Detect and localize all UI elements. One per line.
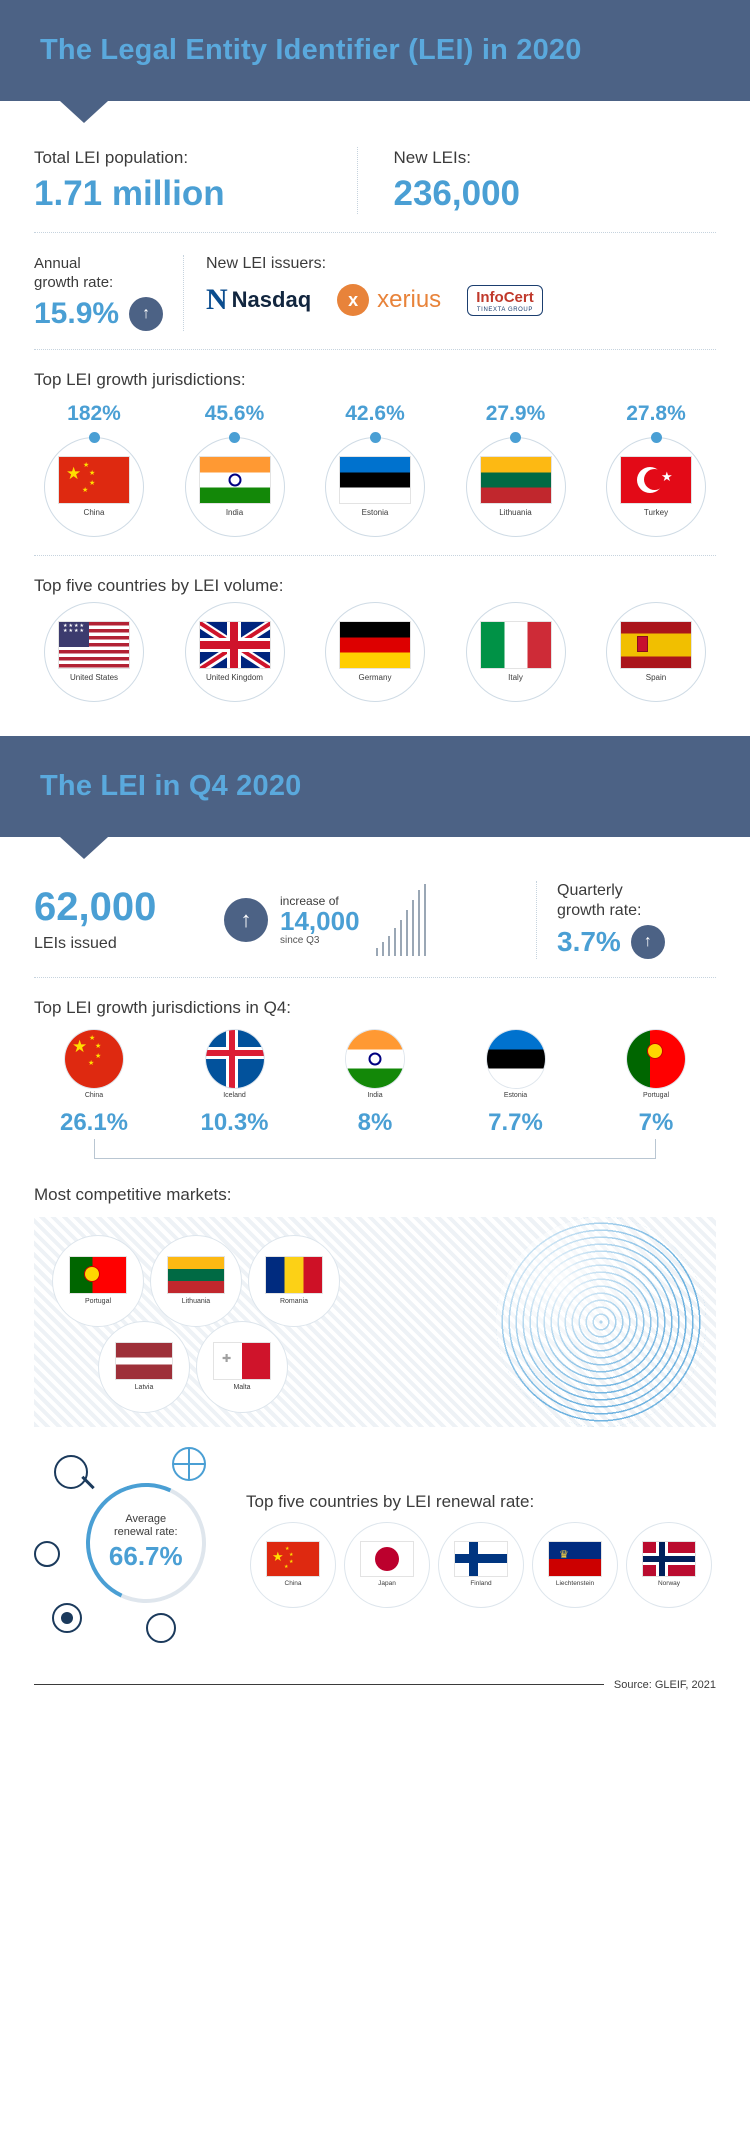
- renewal-countries: [246, 1492, 716, 1608]
- renewal-label-2: renewal rate:: [114, 1526, 178, 1539]
- q4-growth-pct: 7%: [638, 1108, 674, 1136]
- flag-italy: [481, 622, 551, 668]
- flag-liechtenstein: ♛: [549, 1542, 601, 1576]
- flag-estonia: [487, 1030, 545, 1088]
- page-title-q4: The LEI in Q4 2020: [40, 769, 302, 802]
- page-title: The Legal Entity Identifier (LEI) in 2020: [40, 34, 582, 66]
- country-label: Germany: [358, 672, 392, 682]
- country-label: China: [84, 1091, 104, 1099]
- market-item-latvia: [98, 1321, 190, 1413]
- renewal-title: Top five countries by LEI renewal rate:: [246, 1491, 535, 1511]
- flag-latvia: [116, 1343, 172, 1379]
- arrow-up-icon-large: ↑: [224, 898, 268, 942]
- volume-item-united-kingdom: [175, 608, 295, 702]
- markets-panel: [34, 1217, 716, 1427]
- growth-item-china: [34, 402, 154, 537]
- xerius-logo: [337, 284, 441, 316]
- market-item-romania: [248, 1235, 340, 1327]
- country-label: Iceland: [223, 1091, 246, 1099]
- flag-china: ★ ★ ★ ★ ★: [59, 457, 129, 503]
- q4-growth-pct: 26.1%: [59, 1108, 129, 1136]
- flag-india: [346, 1030, 404, 1088]
- growth-jurisdictions-row: [34, 402, 716, 537]
- arrow-up-icon-q4: ↑: [631, 925, 665, 959]
- volume-item-germany: [315, 608, 435, 702]
- renewal-value: 66.7%: [109, 1541, 183, 1572]
- market-item-lithuania: [150, 1235, 242, 1327]
- country-label: Lithuania: [181, 1297, 211, 1305]
- flag-romania: [266, 1257, 322, 1293]
- source-text: Source: GLEIF, 2021: [613, 1678, 716, 1691]
- country-label: United Kingdom: [206, 672, 263, 682]
- q4-growth-item-china: [34, 1030, 154, 1137]
- flag-norway: [643, 1542, 695, 1576]
- growth-label-line2: growth rate:: [34, 274, 114, 291]
- markets-flags: [52, 1235, 382, 1413]
- market-item-malta: [196, 1321, 288, 1413]
- country-label: Lithuania: [499, 507, 532, 517]
- flag-malta: ✚: [214, 1343, 270, 1379]
- q4-growth-pct: 8%: [357, 1108, 393, 1136]
- infocert-logo: [467, 285, 543, 316]
- flag-portugal: [627, 1030, 685, 1088]
- renewal-item-china: [246, 1522, 340, 1608]
- top-stats: [34, 147, 716, 214]
- flag-united-states: ★★★★ ★★★★: [59, 622, 129, 668]
- q4-growth-pct: 7.7%: [488, 1108, 543, 1136]
- stat-new-leis: [357, 147, 717, 214]
- q4-issued-value: 62,000: [34, 884, 157, 929]
- growth-item-turkey: [596, 402, 716, 537]
- circle-node-icon: [34, 1541, 60, 1567]
- nasdaq-logo: [206, 283, 311, 317]
- top-volume-title: Top five countries by LEI volume:: [34, 575, 284, 595]
- q4-quarterly-label-1: Quarterly: [557, 881, 623, 899]
- total-lei-label: Total LEI population:: [34, 148, 189, 167]
- connector-dot: [370, 432, 381, 443]
- q4-issued: [34, 884, 224, 953]
- country-label: Japan: [378, 1580, 396, 1588]
- growth-pct: 27.9%: [485, 401, 546, 425]
- volume-item-italy: [456, 608, 576, 702]
- country-label: Portugal: [84, 1297, 112, 1305]
- country-label: Liechtenstein: [555, 1580, 595, 1588]
- magnifier-icon: [54, 1455, 88, 1489]
- flag-united-kingdom: [200, 622, 270, 668]
- country-label: Finland: [470, 1580, 492, 1588]
- infocert-label-b: Cert: [503, 288, 534, 306]
- q4-growth-title: Top LEI growth jurisdictions in Q4:: [34, 997, 292, 1017]
- q4-growth-item-portugal: [596, 1030, 716, 1137]
- infocert-label: [476, 289, 534, 306]
- connector-dot: [89, 432, 100, 443]
- flag-germany: [340, 622, 410, 668]
- q4-issued-label: LEIs issued: [34, 934, 117, 952]
- growth-item-estonia: [315, 402, 435, 537]
- flag-china: ★ ★ ★ ★ ★: [65, 1030, 123, 1088]
- renewal-label-1: Average: [125, 1513, 167, 1526]
- growth-pct: 45.6%: [204, 401, 265, 425]
- renewal-item-liechtenstein: [528, 1522, 622, 1608]
- flag-china: ★ ★ ★ ★ ★: [267, 1542, 319, 1576]
- flag-lithuania: [481, 457, 551, 503]
- renewal-item-finland: [434, 1522, 528, 1608]
- arrow-up-icon: ↑: [129, 297, 163, 331]
- q4-growth-item-iceland: [175, 1030, 295, 1137]
- globe-icon: [496, 1217, 706, 1427]
- nasdaq-label: Nasdaq: [231, 287, 312, 313]
- q4-increase: [224, 884, 536, 956]
- annual-growth-rate: [34, 255, 184, 331]
- header-notch-q4: [60, 837, 108, 859]
- country-label: China: [284, 1580, 302, 1588]
- q4-growth-row: [34, 1030, 716, 1137]
- xerius-label: xerius: [377, 286, 442, 314]
- q4-increase-since: since Q3: [280, 934, 320, 946]
- header-banner-q4: [0, 736, 750, 837]
- flag-estonia: [340, 457, 410, 503]
- new-leis-label: New LEIs:: [393, 148, 471, 167]
- infocert-sublabel: TINEXTA GROUP: [476, 306, 533, 313]
- q4-growth-item-estonia: [456, 1030, 576, 1137]
- country-label: Malta: [233, 1383, 251, 1391]
- circle-node-icon-2: [146, 1613, 176, 1643]
- bracket-connector: [94, 1139, 656, 1159]
- country-label: Norway: [657, 1580, 681, 1588]
- connector-dot: [651, 432, 662, 443]
- connector-dot: [229, 432, 240, 443]
- country-label: Romania: [279, 1297, 308, 1305]
- stat-total-lei: [34, 147, 357, 214]
- source-row: [34, 1679, 716, 1691]
- q4-growth-pct: 10.3%: [200, 1108, 269, 1136]
- q4-quarterly-label-2: growth rate:: [557, 901, 642, 919]
- header-notch: [60, 101, 108, 123]
- volume-item-united-states: [34, 608, 154, 702]
- flag-iceland: [206, 1030, 264, 1088]
- flag-turkey: ★: [621, 457, 691, 503]
- renewal-item-norway: [622, 1522, 716, 1608]
- q4-increase-value: 14,000: [280, 905, 360, 936]
- country-label: Estonia: [503, 1091, 528, 1099]
- renewal-section: [34, 1445, 716, 1655]
- country-label: Latvia: [134, 1383, 154, 1391]
- q4-quarterly-growth: [536, 881, 716, 959]
- divider-4: [34, 977, 716, 978]
- volume-item-spain: [596, 608, 716, 702]
- infocert-label-a: Info: [476, 288, 504, 306]
- flag-portugal: [70, 1257, 126, 1293]
- xerius-mark-icon: x: [337, 284, 369, 316]
- growth-value: 15.9%: [34, 296, 120, 330]
- growth-and-issuers: [34, 251, 716, 331]
- growth-jurisdictions-title: Top LEI growth jurisdictions:: [34, 369, 246, 389]
- source-divider: [34, 1684, 604, 1685]
- market-item-portugal: [52, 1235, 144, 1327]
- nasdaq-mark-icon: N: [206, 283, 225, 317]
- q4-increase-label: increase of: [280, 893, 339, 908]
- country-label: Portugal: [642, 1091, 670, 1099]
- country-label: India: [367, 1091, 383, 1099]
- issuers-label: New LEI issuers:: [206, 255, 327, 273]
- q4-growth-item-india: [315, 1030, 435, 1137]
- country-label: Turkey: [643, 507, 669, 517]
- total-lei-value: 1.71 million: [34, 174, 225, 214]
- header-banner-2020: [0, 0, 750, 101]
- renewal-item-japan: [340, 1522, 434, 1608]
- flag-india: [200, 457, 270, 503]
- country-label: Estonia: [361, 507, 389, 517]
- growth-item-lithuania: [456, 402, 576, 537]
- flag-lithuania: [168, 1257, 224, 1293]
- growth-label-line1: Annual: [34, 255, 81, 273]
- flag-spain: [621, 622, 691, 668]
- growth-pct: 182%: [67, 401, 121, 425]
- bar-chart-decoration: [376, 884, 426, 956]
- section-q4: [0, 881, 750, 1655]
- flag-japan: [361, 1542, 413, 1576]
- renewal-diagram: [34, 1445, 246, 1655]
- divider-1: [34, 232, 716, 233]
- globe-small-icon: [172, 1447, 206, 1481]
- connector-dot: [510, 432, 521, 443]
- country-label: China: [83, 507, 105, 517]
- new-leis-value: 236,000: [393, 174, 521, 214]
- country-label: Italy: [508, 672, 523, 682]
- country-label: United States: [69, 672, 119, 682]
- target-node-icon: [52, 1603, 82, 1633]
- section-2020: [0, 147, 750, 702]
- new-lei-issuers: [184, 255, 716, 317]
- country-label: India: [225, 507, 244, 517]
- divider-3: [34, 555, 716, 556]
- flag-finland: [455, 1542, 507, 1576]
- growth-item-india: [175, 402, 295, 537]
- growth-pct: 27.8%: [626, 401, 686, 425]
- markets-title: Most competitive markets:: [34, 1184, 232, 1204]
- q4-stats: [34, 881, 716, 959]
- q4-quarterly-value: 3.7%: [557, 925, 621, 957]
- growth-pct: 42.6%: [345, 401, 405, 425]
- country-label: Spain: [645, 672, 667, 682]
- divider-2: [34, 349, 716, 350]
- top-volume-row: [34, 608, 716, 702]
